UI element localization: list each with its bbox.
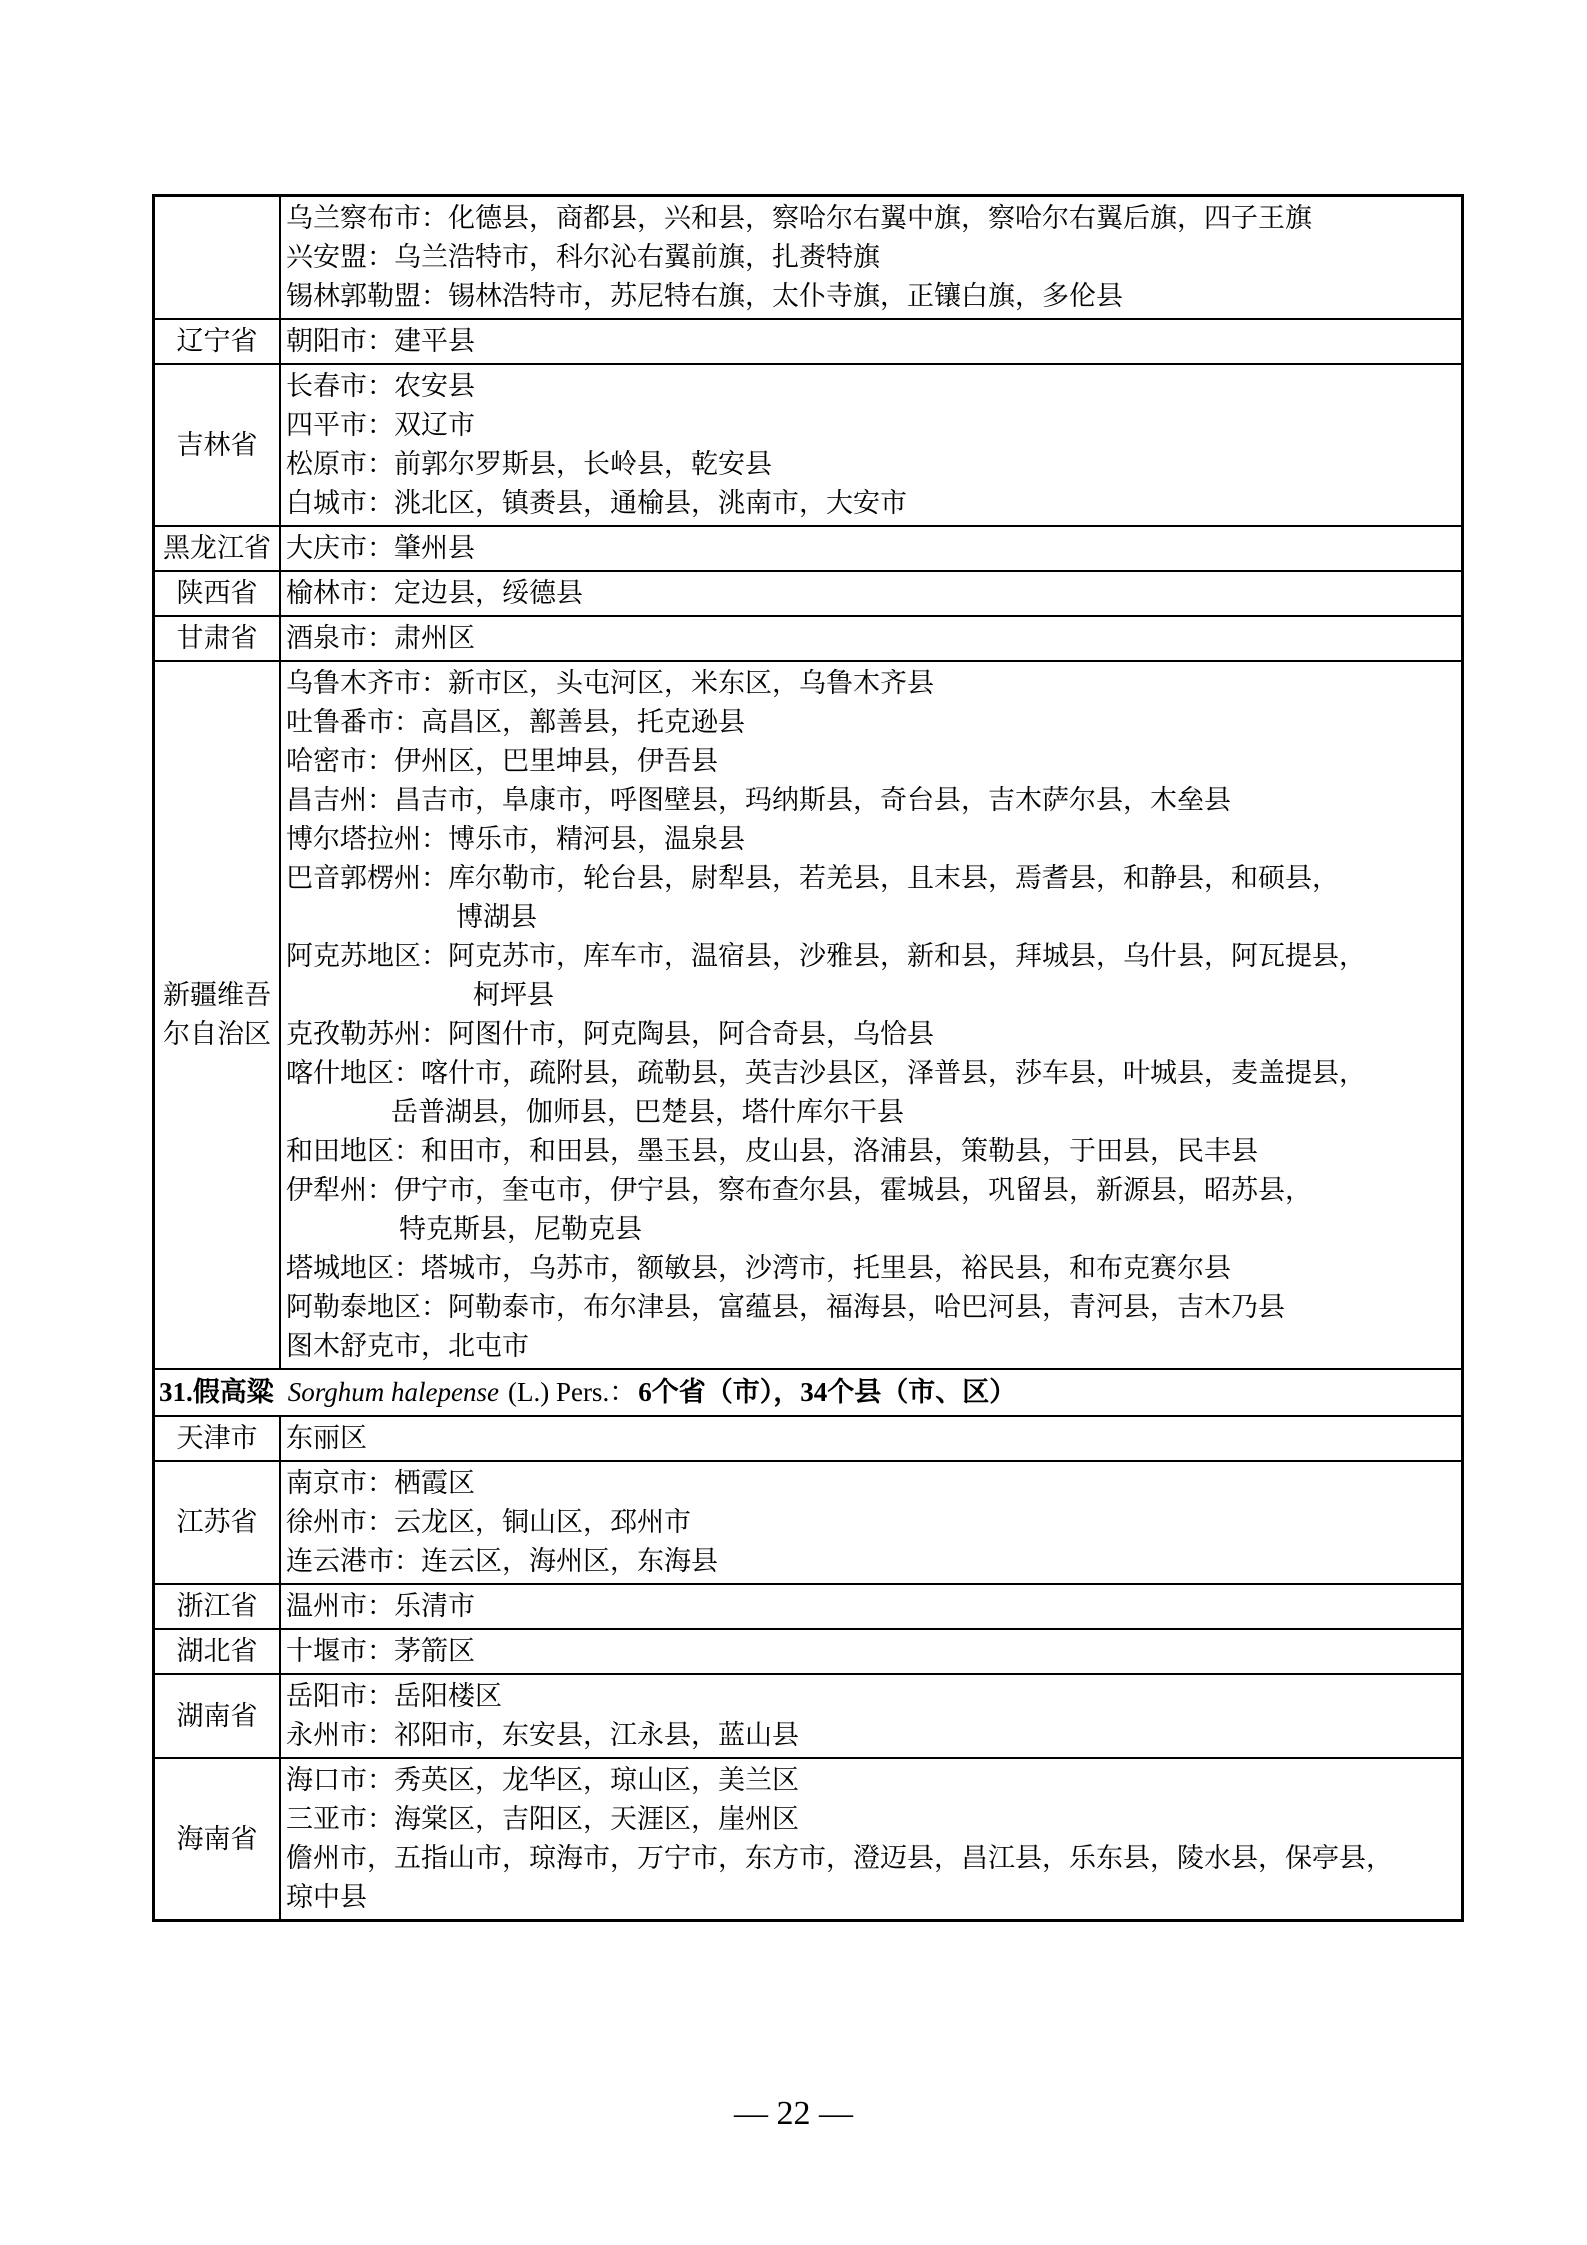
table-row	[155, 318, 1461, 363]
province-cell	[155, 572, 281, 615]
province-label-line: 黑龙江省	[163, 533, 271, 563]
province-cell	[155, 617, 281, 660]
entry-line: 徐州市：云龙区，铜山区，邳州市	[286, 1507, 691, 1537]
province-cell	[155, 1759, 281, 1919]
province-label-line: 辽宁省	[176, 326, 258, 356]
entries-cell	[281, 197, 1461, 318]
entry-line: 十堰市：茅箭区	[286, 1636, 475, 1666]
entry-line: 榆林市：定边县，绥德县	[286, 578, 583, 608]
province-cell	[155, 365, 281, 525]
entry-line: 大庆市：肇州县	[286, 533, 475, 563]
entries-cell	[281, 365, 1461, 525]
entries-cell	[281, 662, 1461, 1368]
entry-line: 克孜勒苏州：阿图什市，阿克陶县，阿合奇县，乌恰县	[286, 1019, 934, 1049]
entry-line: 阿勒泰地区：阿勒泰市，布尔津县，富蕴县，福海县，哈巴河县，青河县，吉木乃县	[286, 1292, 1285, 1322]
table-row	[155, 363, 1461, 525]
species-authority: (L.) Pers.：	[507, 1377, 637, 1407]
entry-line: 吐鲁番市：高昌区，鄯善县，托克逊县	[286, 707, 745, 737]
entries-cell	[281, 1630, 1461, 1673]
province-label-line: 甘肃省	[176, 623, 258, 653]
entry-line: 巴音郭楞州：库尔勒市，轮台县，尉犁县，若羌县，且末县，焉耆县，和静县，和硕县，	[286, 863, 1339, 893]
table-row	[155, 1757, 1461, 1919]
province-label-line: 海南省	[176, 1823, 258, 1854]
entries-cell	[281, 572, 1461, 615]
entry-line: 柯坪县	[473, 980, 554, 1010]
province-cell	[155, 527, 281, 570]
distribution-table	[152, 194, 1464, 1922]
species-latin-name: Sorghum halepense	[287, 1377, 499, 1407]
entry-line: 温州市：乐清市	[286, 1591, 475, 1621]
entry-line: 朝阳市：建平县	[286, 326, 475, 356]
entry-line: 博湖县	[456, 902, 537, 932]
entry-line: 特克斯县，尼勒克县	[399, 1214, 642, 1244]
table-row	[155, 1460, 1461, 1583]
province-cell	[155, 1585, 281, 1628]
entry-line: 哈密市：伊州区，巴里坤县，伊吾县	[286, 746, 718, 776]
entries-cell	[281, 1417, 1461, 1460]
entries-cell	[281, 1759, 1461, 1919]
entry-line: 塔城地区：塔城市，乌苏市，额敏县，沙湾市，托里县，裕民县，和布克赛尔县	[286, 1253, 1231, 1283]
entry-line: 伊犁州：伊宁市，奎屯市，伊宁县，察布查尔县，霍城县，巩留县，新源县，昭苏县，	[286, 1175, 1312, 1205]
province-cell	[155, 197, 281, 318]
page-number: — 22 —	[734, 2095, 853, 2132]
table-row	[155, 525, 1461, 570]
province-cell	[155, 1417, 281, 1460]
table-row	[155, 1628, 1461, 1673]
province-cell	[155, 1462, 281, 1583]
entry-line: 博尔塔拉州：博乐市，精河县，温泉县	[286, 824, 745, 854]
species-header-row	[155, 1368, 1461, 1415]
entry-line: 岳普湖县，伽师县，巴楚县，塔什库尔干县	[391, 1097, 904, 1127]
province-label-line: 浙江省	[176, 1591, 258, 1621]
entries-cell	[281, 1462, 1461, 1583]
entry-line: 乌鲁木齐市：新市区，头屯河区，米东区，乌鲁木齐县	[286, 668, 934, 698]
province-cell	[155, 1630, 281, 1673]
entry-line: 昌吉州：昌吉市，阜康市，呼图壁县，玛纳斯县，奇台县，吉木萨尔县，木垒县	[286, 785, 1231, 815]
entry-line: 喀什地区：喀什市，疏附县，疏勒县，英吉沙县区，泽普县，莎车县，叶城县，麦盖提县，	[286, 1058, 1366, 1088]
entry-line: 阿克苏地区：阿克苏市，库车市，温宿县，沙雅县，新和县，拜城县，乌什县，阿瓦提县，	[286, 941, 1366, 971]
species-stats: 6个省（市），34个县（市、区）	[638, 1377, 1017, 1407]
entry-line: 锡林郭勒盟：锡林浩特市，苏尼特右旗，太仆寺旗，正镶白旗，多伦县	[286, 281, 1123, 311]
entry-line: 南京市：栖霞区	[286, 1468, 475, 1498]
province-label-line: 湖南省	[176, 1700, 258, 1731]
species-index-name: 31.假高粱	[159, 1377, 274, 1407]
entry-line: 松原市：前郭尔罗斯县，长岭县，乾安县	[286, 449, 772, 479]
entry-line: 连云港市：连云区，海州区，东海县	[286, 1546, 718, 1576]
province-label-line: 天津市	[176, 1423, 258, 1453]
entry-line: 东丽区	[286, 1423, 367, 1453]
entry-line: 兴安盟：乌兰浩特市，科尔沁右翼前旗，扎赉特旗	[286, 242, 880, 272]
province-cell	[155, 320, 281, 363]
entry-line: 乌兰察布市：化德县，商都县，兴和县，察哈尔右翼中旗，察哈尔右翼后旗，四子王旗	[286, 203, 1312, 233]
table-row	[155, 1583, 1461, 1628]
entry-line: 琼中县	[286, 1882, 367, 1912]
entry-line: 图木舒克市，北屯市	[286, 1331, 529, 1361]
entry-line: 酒泉市：肃州区	[286, 623, 475, 653]
entry-line: 和田地区：和田市，和田县，墨玉县，皮山县，洛浦县，策勒县，于田县，民丰县	[286, 1136, 1258, 1166]
province-label-line: 江苏省	[176, 1507, 258, 1537]
province-cell	[155, 1675, 281, 1757]
entries-cell	[281, 1585, 1461, 1628]
table-row	[155, 660, 1461, 1368]
province-label-line: 新疆维吾	[163, 980, 271, 1010]
entry-line: 四平市：双辽市	[286, 410, 475, 440]
province-label-line: 陕西省	[176, 578, 258, 608]
table-row	[155, 570, 1461, 615]
table-row	[155, 1415, 1461, 1460]
entries-cell	[281, 617, 1461, 660]
province-label-line: 吉林省	[176, 429, 258, 460]
table-row	[155, 615, 1461, 660]
entry-line: 长春市：农安县	[286, 371, 475, 401]
entries-cell	[281, 527, 1461, 570]
province-cell	[155, 662, 281, 1368]
province-label-line: 尔自治区	[163, 1019, 271, 1049]
province-label-line: 湖北省	[176, 1636, 258, 1666]
entry-line: 儋州市，五指山市，琼海市，万宁市，东方市，澄迈县，昌江县，乐东县，陵水县，保亭县，	[286, 1843, 1393, 1873]
entries-cell	[281, 320, 1461, 363]
entry-line: 岳阳市：岳阳楼区	[286, 1681, 502, 1711]
entry-line: 白城市：洮北区，镇赉县，通榆县，洮南市，大安市	[286, 488, 907, 518]
entries-cell	[281, 1675, 1461, 1757]
table-row	[155, 1673, 1461, 1757]
entry-line: 海口市：秀英区，龙华区，琼山区，美兰区	[286, 1765, 799, 1795]
entry-line: 三亚市：海棠区，吉阳区，天涯区，崖州区	[286, 1804, 799, 1834]
entry-line: 永州市：祁阳市，东安县，江永县，蓝山县	[286, 1720, 799, 1750]
table-row	[155, 197, 1461, 318]
